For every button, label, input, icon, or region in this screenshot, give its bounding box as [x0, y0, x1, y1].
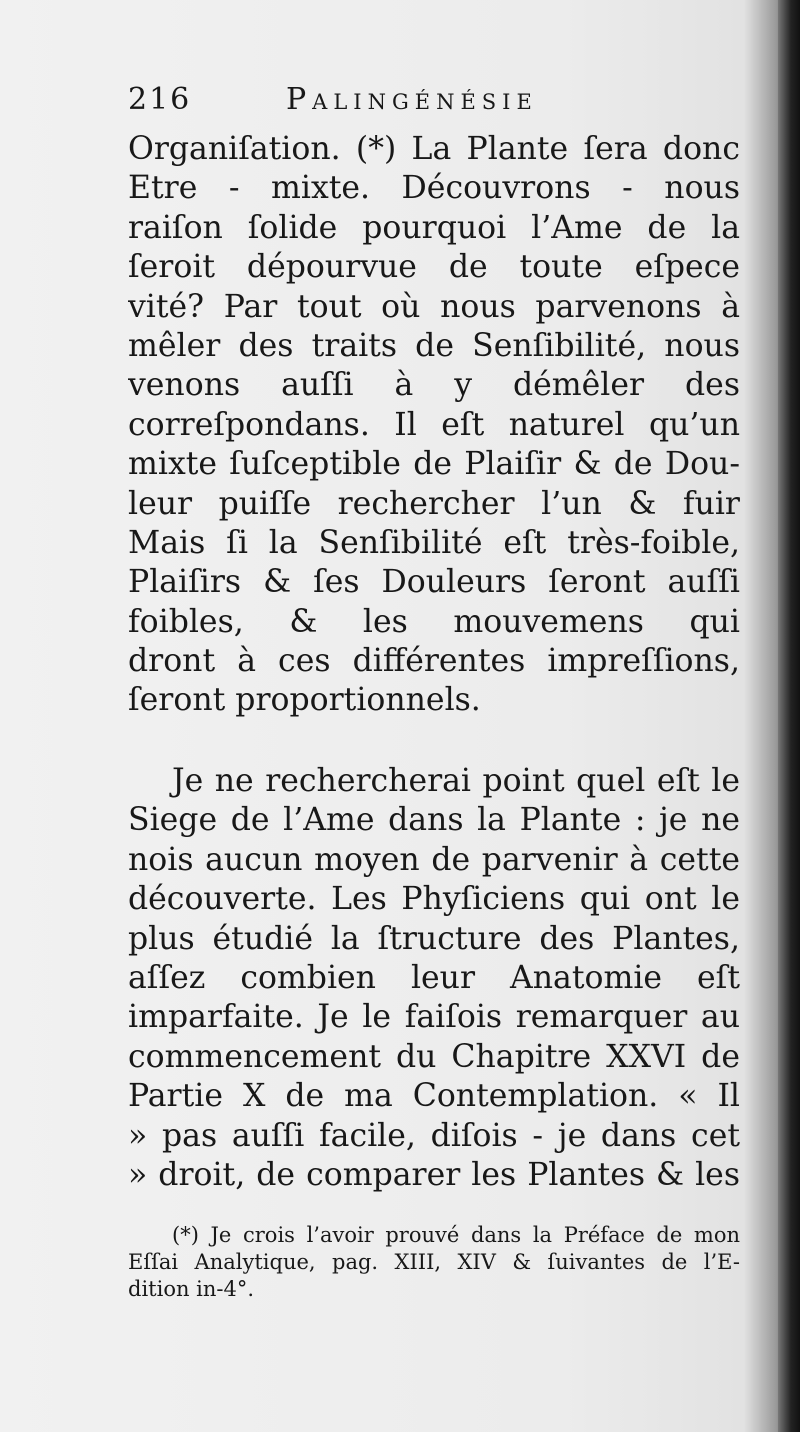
- text-line: Plaiſirs & ſes Douleurs ſeront auſſi: [128, 564, 740, 601]
- footnote-line: dition in-4°.: [128, 1277, 255, 1301]
- text-line: Etre - mixte. Découvrons - nous: [128, 170, 740, 207]
- text-line: nois aucun moyen de parvenir à cette: [128, 841, 740, 878]
- text-line: foibles, & les mouvemens qui: [128, 603, 740, 640]
- text-line: Organiſation. (*) La Plante ſera donc: [128, 131, 740, 167]
- text-line: mêler des traits de Senſibilité, nous: [128, 327, 740, 364]
- text-line: vité? Par tout où nous parvenons à: [128, 288, 740, 325]
- text-line: venons auſſi à y démêler des: [128, 367, 740, 404]
- text-line: Je ne rechercherai point quel eſt le: [172, 763, 740, 799]
- text-line: » droit, de comparer les Plantes & les: [128, 1156, 740, 1193]
- text-line: leur puiſſe rechercher l’un & fuir: [128, 485, 740, 522]
- text-line: correſpondans. Il eſt naturel qu’un: [128, 406, 740, 443]
- text-line: commencement du Chapitre XXVI de: [128, 1038, 740, 1075]
- text-line: aſſez combien leur Anatomie eſt: [128, 959, 740, 996]
- running-header: [128, 82, 738, 126]
- text-line: Siege de l’Ame dans la Plante : je ne: [128, 802, 740, 839]
- text-line: Mais ſi la Senſibilité eſt très-foible,: [128, 524, 740, 561]
- footnote-line: (*) Je crois l’avoir prouvé dans la Préface de mon: [172, 1223, 740, 1247]
- paragraph-2: [128, 762, 740, 1195]
- running-title: Palingénésie: [286, 82, 538, 117]
- text-line: imparfaite. Je le faiſois remarquer au: [128, 999, 740, 1036]
- page-gutter-shadow: [778, 0, 800, 1432]
- footnote: [128, 1222, 740, 1303]
- text-line: » pas auſſi facile, diſois - je dans cet: [128, 1117, 740, 1154]
- footnote-line: Eſſai Analytique, pag. XIII, XIV & ſuivantes de l’E-: [128, 1250, 740, 1274]
- paragraph-1: [128, 130, 740, 721]
- page-number: 216: [128, 82, 192, 117]
- text-line: ſeroit dépourvue de toute eſpece: [128, 249, 740, 286]
- text-line: plus étudié la ſtructure des Plantes,: [128, 920, 740, 957]
- text-line: mixte ſuſceptible de Plaiſir & de Dou-: [128, 446, 740, 483]
- text-line: ſeront proportionnels.: [128, 682, 481, 719]
- text-line: raiſon ſolide pourquoi l’Ame de la: [128, 209, 740, 246]
- text-line: dront à ces différentes impreſſions,: [128, 643, 740, 680]
- text-line: Partie X de ma Contemplation. « Il: [128, 1078, 740, 1115]
- text-line: découverte. Les Phyſiciens qui ont le: [128, 881, 740, 918]
